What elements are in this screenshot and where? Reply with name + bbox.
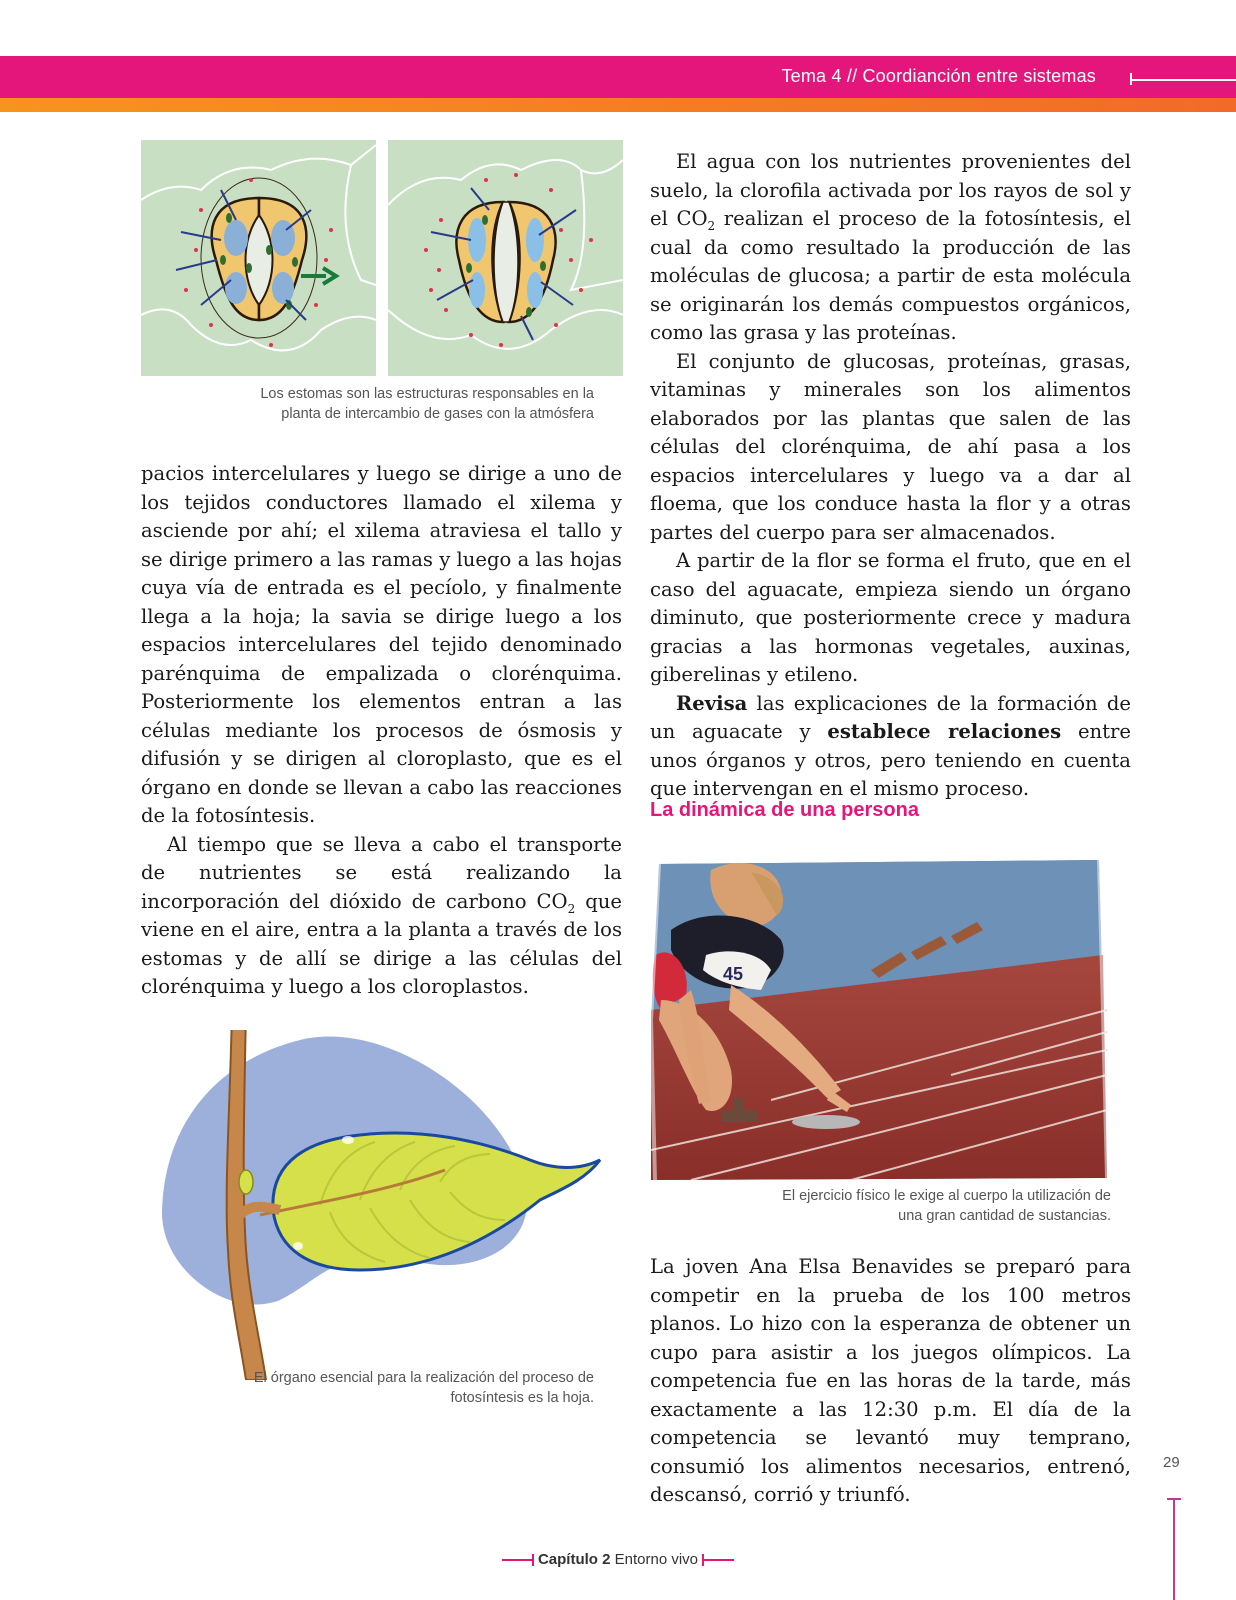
footer-rule-right	[704, 1559, 734, 1561]
footer	[0, 1551, 1236, 1568]
right-paragraph-1-text-a: El agua con los nutrientes provenientes del suelo, la clorofila activada por los rayos de sol y el CO	[650, 150, 1131, 230]
right-paragraph-2: El conjunto de glucosas, proteínas, grasas, vitaminas y minerales son los alimentos elaborados por las plantas que salen de las células del clorénquima, de ahí pasa a los espacios intercelulares y luego va a dar al floema, que los conduce hasta la flor y a otras partes del cuerpo para ser almacenados.	[650, 349, 1131, 544]
leaf-caption-line-1: El órgano esencial para la realización del proceso de	[253, 1370, 594, 1386]
header-title: Tema 4 // Coordianción entre sistemas	[781, 66, 1096, 86]
bold-revisa: Revisa	[676, 691, 748, 715]
athlete-caption-line-2: una gran cantidad de sustancias.	[898, 1208, 1111, 1224]
footer-chapter: Capítulo 2	[537, 1551, 611, 1568]
bold-establece-relaciones: establece relaciones	[827, 720, 1062, 743]
footer-tick-left	[532, 1554, 534, 1566]
leaf-caption-line-2: fotosíntesis es la hoja.	[450, 1390, 594, 1406]
left-column	[141, 460, 622, 1002]
stomata-caption	[141, 384, 594, 424]
right-paragraph-4	[650, 690, 1131, 804]
co2-subscript-right: 2	[707, 218, 716, 233]
side-rule	[1173, 1498, 1175, 1600]
left-paragraph-2-text-a: Al tiempo que se lleva a cabo el transporte de nutrientes se está realizando la incorporación del dióxido de carbono CO	[141, 832, 622, 913]
right-column-bottom	[650, 1253, 1131, 1510]
right-column	[650, 148, 1131, 804]
athlete-photo	[651, 860, 1107, 1180]
right-paragraph-4-text-a: las explicaciones de la formación de un aguacate y	[650, 691, 1131, 743]
footer-chapter-name: Entorno vivo	[614, 1551, 699, 1568]
athlete-caption	[651, 1186, 1111, 1226]
stomata-caption-line-2: planta de intercambio de gases con la atmósfera	[281, 406, 594, 422]
footer-rule-left	[502, 1559, 532, 1561]
stomata-illustration	[141, 140, 623, 376]
bib-number: 45	[723, 964, 744, 984]
athlete-caption-line-1: El ejercicio físico le exige al cuerpo la utilización de	[782, 1188, 1111, 1204]
left-paragraph-2-text-b: que viene en el aire, entra a la planta a través de los estomas y de allí se dirige a las células del clorénquima y luego a los cloroplastos.	[141, 889, 622, 998]
section-title: La dinámica de una persona	[650, 799, 919, 821]
left-paragraph-1: pacios intercelulares y luego se dirige a uno de los tejidos conductores llamado el xilema y asciende por ahí; el xilema atraviesa el tallo y se dirige primero a las ramas y luego a las hojas cuya vía de entrada es el pecíolo, y finalmente llega a la hoja; la savia se dirige luego a los espacios intercelulares del tejido denominado parénquima de empalizada o clorénquima. Posteriormente los elementos entran a las células mediante los procesos de ósmosis y difusión y se dirigen al cloroplasto, que es el órgano en donde se llevan a cabo las reacciones de la fotosíntesis.	[141, 462, 622, 827]
header-accent-stripe	[0, 98, 1236, 112]
right-paragraph-1	[650, 148, 1131, 348]
leaf-caption	[141, 1368, 594, 1408]
right-paragraph-5: La joven Ana Elsa Benavides se preparó para competir en la prueba de los 100 metros planos. Lo hizo con la esperanza de obtener un cupo para asistir a los juegos olímpicos. La competencia fue en las horas de la tarde, más exactamente a las 12:30 p.m. El día de la competencia se levantó muy temprano, consumió los alimentos necesarios, entrenó, descansó, corrió y triunfó.	[650, 1255, 1131, 1506]
leaf-illustration	[160, 1030, 620, 1380]
stomata-caption-line-1: Los estomas son las estructuras responsables en la	[260, 386, 594, 402]
page-number: 29	[1163, 1454, 1180, 1471]
co2-subscript: 2	[567, 901, 576, 916]
header-rule	[1130, 79, 1236, 81]
right-paragraph-3: A partir de la flor se forma el fruto, que en el caso del aguacate, empieza siendo un órgano diminuto, que posteriormente crece y madura gracias a las hormonas vegetales, auxinas, giberelinas y etileno.	[650, 549, 1131, 686]
left-paragraph-2	[141, 831, 622, 1002]
right-paragraph-4-text-b: entre unos órganos y otros, pero teniendo en cuenta que intervengan en el mismo proceso.	[650, 720, 1131, 800]
right-paragraph-1-text-b: realizan el proceso de la fotosíntesis, el cual da como resultado la producción de las moléculas de glucosa; a partir de esta molécula se originarán los demás compuestos orgánicos, como las grasa y las proteínas.	[650, 207, 1131, 344]
